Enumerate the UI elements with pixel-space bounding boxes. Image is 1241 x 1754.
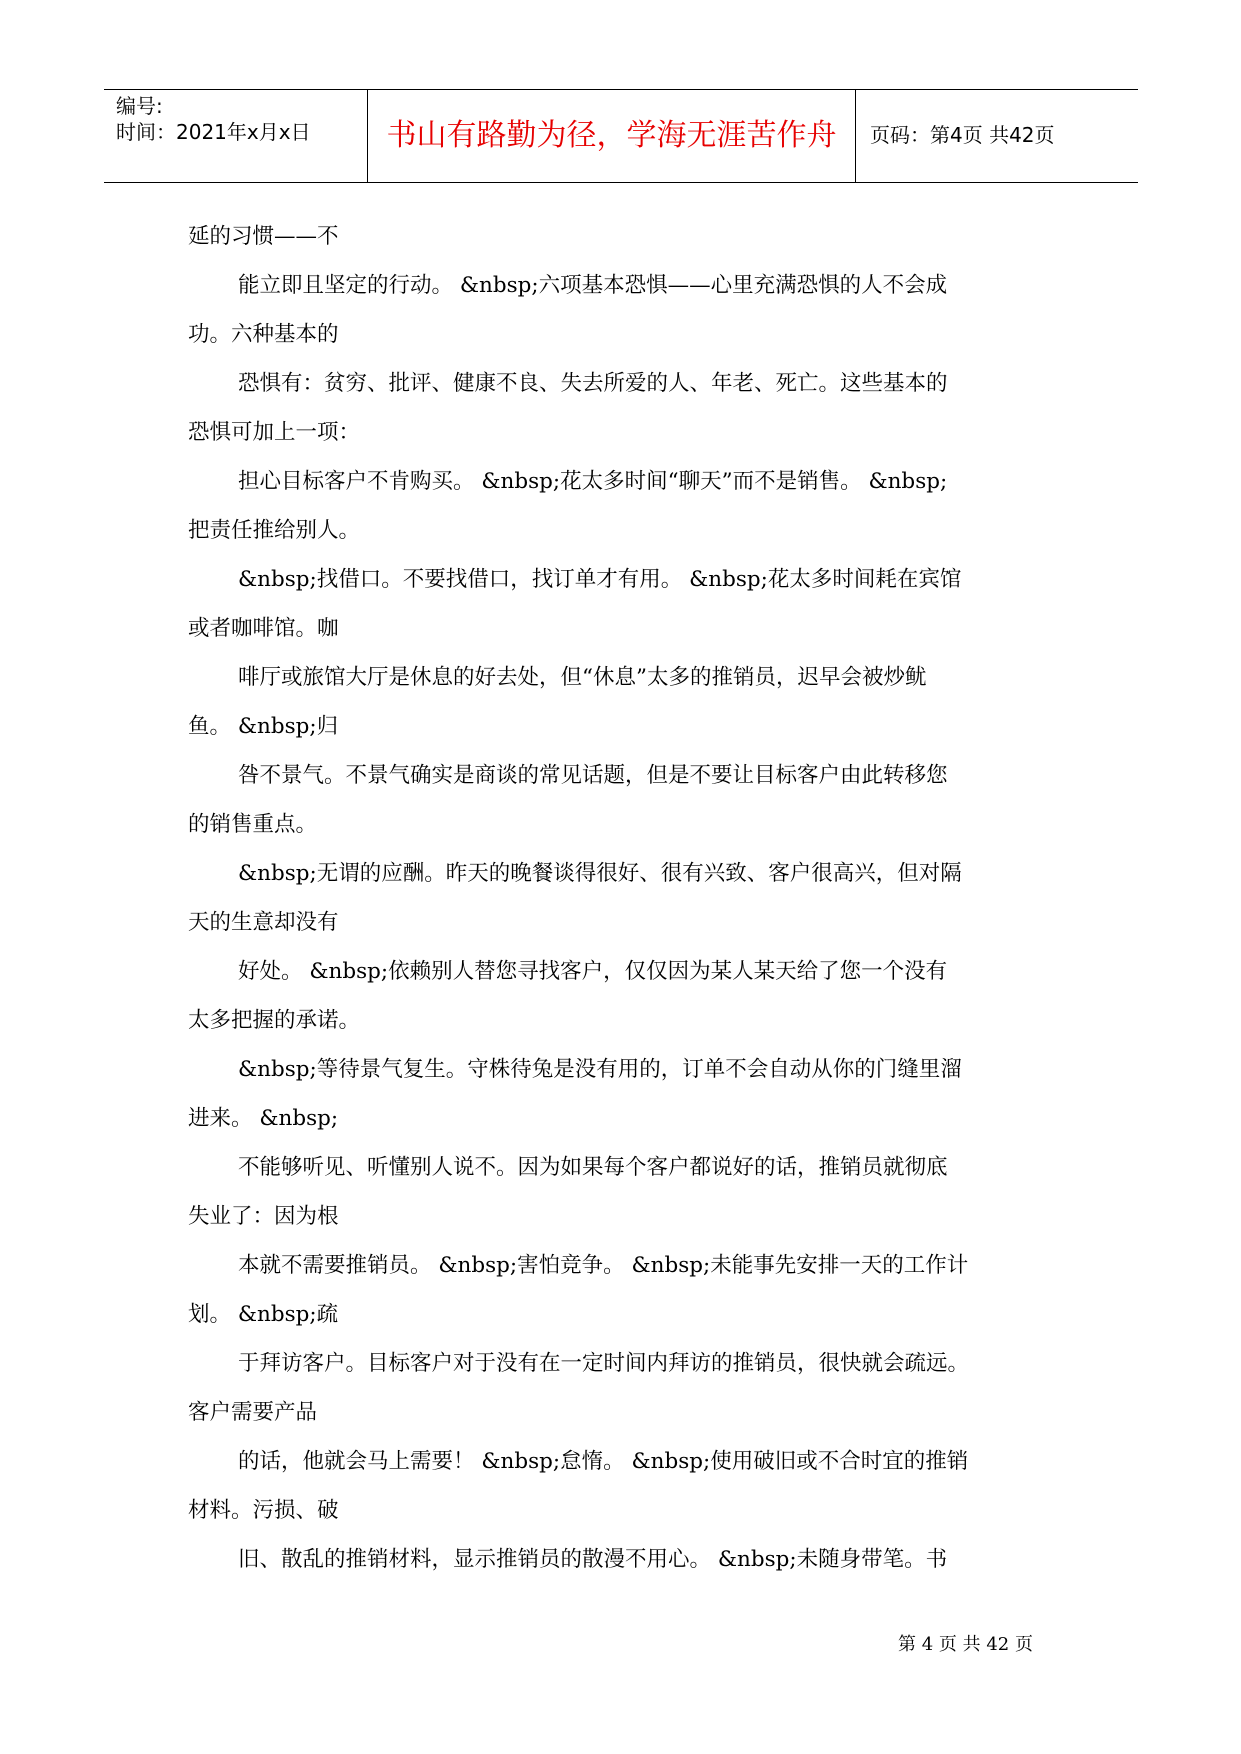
header-page-cell xyxy=(856,90,1138,182)
body-line: 或者咖啡馆。咖 xyxy=(188,616,339,641)
body-line: 客户需要产品 xyxy=(188,1400,318,1425)
body-line: 进来。 &nbsp; xyxy=(188,1106,339,1131)
body-line: &nbsp;找借口。不要找借口，找订单才有用。 &nbsp;花太多时间耗在宾馆 xyxy=(238,567,962,592)
body-line: &nbsp;无谓的应酬。昨天的晚餐谈得很好、很有兴致、客户很高兴，但对隔 xyxy=(238,861,962,886)
body-line: 能立即且坚定的行动。 &nbsp;六项基本恐惧——心里充满恐惧的人不会成 xyxy=(238,273,948,298)
body-line: &nbsp;等待景气复生。守株待兔是没有用的，订单不会自动从你的门缝里溜 xyxy=(238,1057,962,1082)
document-number-label: 编号: xyxy=(116,94,163,118)
body-line: 恐惧有：贫穷、批评、健康不良、失去所爱的人、年老、死亡。这些基本的 xyxy=(238,371,948,396)
body-line: 材料。污损、破 xyxy=(188,1498,339,1523)
body-text xyxy=(188,212,1058,1584)
body-line: 功。六种基本的 xyxy=(188,322,339,347)
body-line: 天的生意却没有 xyxy=(188,910,339,935)
body-line: 啡厅或旅馆大厅是休息的好去处，但“休息”太多的推销员，迟早会被炒鱿 xyxy=(238,665,927,690)
body-line: 本就不需要推销员。 &nbsp;害怕竞争。 &nbsp;未能事先安排一天的工作计 xyxy=(238,1253,969,1278)
body-line: 好处。 &nbsp;依赖别人替您寻找客户，仅仅因为某人某天给了您一个没有 xyxy=(238,959,948,984)
body-line: 把责任推给别人。 xyxy=(188,518,361,543)
body-line: 的话，他就会马上需要！ &nbsp;怠惰。 &nbsp;使用破旧或不合时宜的推销 xyxy=(238,1449,969,1474)
document-time-label: 时间：2021年x月x日 xyxy=(116,120,311,144)
body-line: 太多把握的承诺。 xyxy=(188,1008,361,1033)
body-line: 不能够听见、听懂别人说不。因为如果每个客户都说好的话，推销员就彻底 xyxy=(238,1155,948,1180)
header-info-cell xyxy=(104,90,368,182)
header-motto: 书山有路勤为径，学海无涯苦作舟 xyxy=(386,118,837,153)
body-line: 于拜访客户。目标客户对于没有在一定时间内拜访的推销员，很快就会疏远。 xyxy=(238,1351,970,1376)
page-footer: 第 4 页 共 42 页 xyxy=(898,1634,1033,1655)
body-line: 旧、散乱的推销材料，显示推销员的散漫不用心。 &nbsp;未随身带笔。书 xyxy=(238,1547,948,1572)
body-line: 咎不景气。不景气确实是商谈的常见话题，但是不要让目标客户由此转移您 xyxy=(238,763,948,788)
body-line: 担心目标客户不肯购买。 &nbsp;花太多时间“聊天”而不是销售。 &nbsp; xyxy=(238,469,948,494)
body-line: 的销售重点。 xyxy=(188,812,318,837)
body-line: 延的习惯——不 xyxy=(188,224,339,249)
document-header xyxy=(104,89,1138,183)
body-line: 恐惧可加上一项： xyxy=(188,420,361,445)
body-line: 失业了：因为根 xyxy=(188,1204,339,1229)
body-line: 鱼。 &nbsp;归 xyxy=(188,714,339,739)
header-motto-cell xyxy=(368,90,856,182)
body-line: 划。 &nbsp;疏 xyxy=(188,1302,339,1327)
header-page-code: 页码：第4页 共42页 xyxy=(870,123,1055,147)
